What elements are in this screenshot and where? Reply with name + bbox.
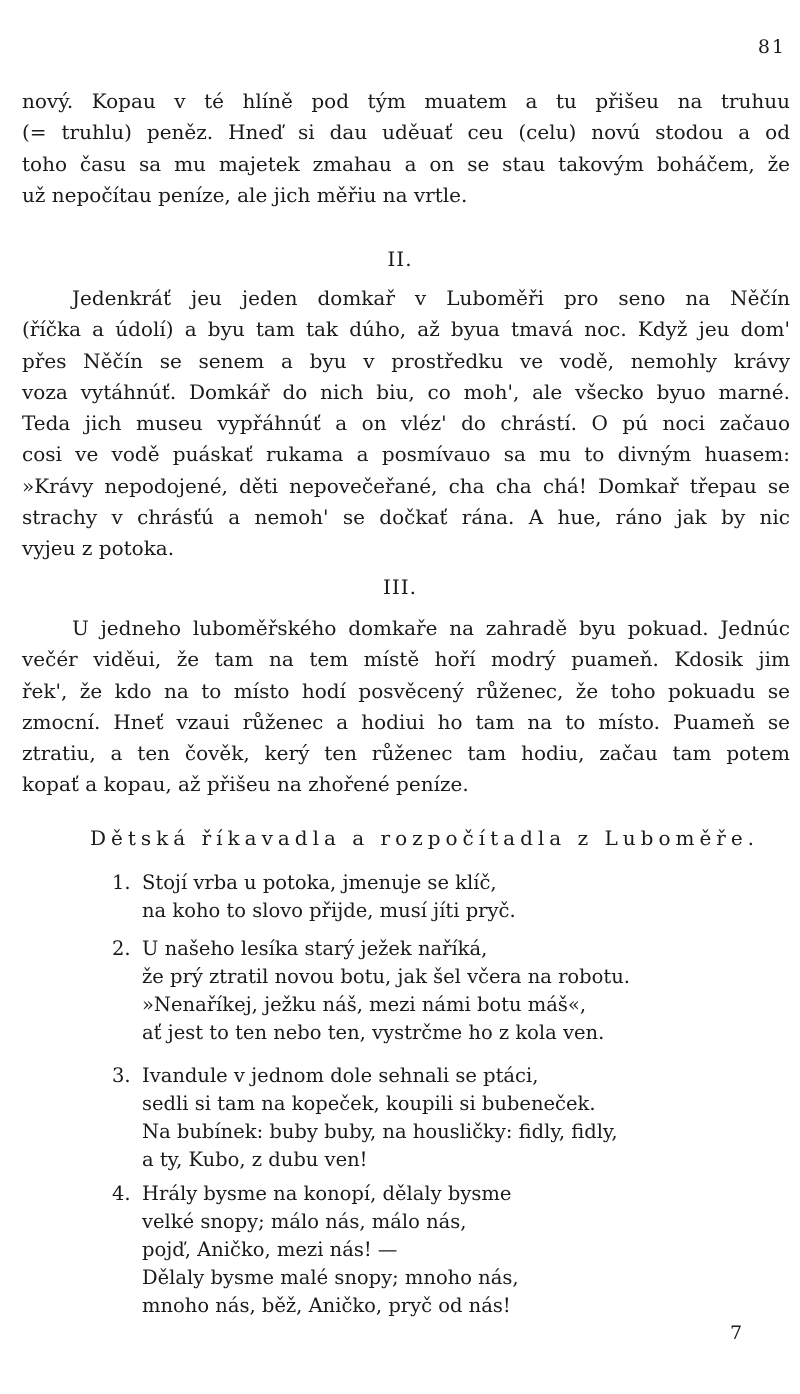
rhyme-line: Hrály bysme na konopí, dělaly bysme: [142, 1182, 512, 1205]
text-line: »Krávy nepodojené, děti nepovečeřané, cha cha chá! Domkař třepau se: [22, 473, 790, 498]
text-line: toho času sa mu majetek zmahau a on se stau takovým boháčem, že: [22, 151, 790, 176]
text-line: kopať a kopau, až přišeu na zhořené peníze.: [22, 772, 469, 797]
paragraph-2: [22, 283, 790, 565]
rhyme-4: [112, 1180, 519, 1320]
rhyme-number: 2.: [112, 937, 131, 960]
rhyme-number: 3.: [112, 1064, 131, 1087]
rhyme-line: pojď, Aničko, mezi nás! —: [142, 1238, 398, 1261]
paragraph-1: [22, 86, 790, 211]
rhyme-number: 4.: [112, 1182, 131, 1205]
rhyme-2: [112, 935, 630, 1047]
rhyme-line: U našeho lesíka starý ježek naříká,: [142, 937, 488, 960]
rhymes-section-title: Dětská říkavadla a rozpočítadla z Luboměře.: [90, 826, 760, 850]
text-line: nový. Kopau v té hlíně pod tým muatem a tu přišeu na truhuu: [22, 89, 790, 113]
text-line: zmocní. Hneť vzaui růženec a hodiui ho tam na to místo. Puameň se: [22, 709, 790, 734]
text-line: už nepočítau peníze, ale jich měřiu na vrtle.: [22, 182, 468, 207]
rhyme-line: »Nenaříkej, ježku náš, mezi námi botu máš«,: [142, 993, 587, 1016]
rhyme-line: na koho to slovo přijde, musí jíti pryč.: [142, 899, 516, 922]
rhyme-line: Ivandule v jednom dole sehnali se ptáci,: [142, 1064, 539, 1087]
section-heading-3: III.: [382, 575, 418, 599]
rhyme-3: [112, 1062, 618, 1174]
rhyme-line: Stojí vrba u potoka, jmenuje se klíč,: [142, 871, 497, 894]
paragraph-3: [22, 613, 790, 801]
page-number: 81: [757, 36, 786, 58]
text-line: Teda jich museu vypřáhnúť a on vléz' do chrástí. O pú noci začauo: [22, 411, 790, 436]
text-line: přes Něčín se senem a byu v prostředku ve vodě, nemohly krávy: [22, 348, 790, 373]
text-line: strachy v chrásťú a nemoh' se dočkať rána. A hue, ráno jak by nic: [22, 505, 790, 530]
text-line: Jedenkráť jeu jeden domkař v Luboměři pro seno na Něčín: [72, 286, 790, 310]
text-line: večér viděui, že tam na tem místě hoří modrý puameň. Kdosik jim: [22, 647, 790, 672]
rhyme-1: [112, 869, 516, 925]
rhyme-line: mnoho nás, běž, Aničko, pryč od nás!: [142, 1294, 511, 1317]
rhyme-line: a ty, Kubo, z dubu ven!: [142, 1148, 368, 1171]
rhyme-line: Dělaly bysme malé snopy; mnoho nás,: [142, 1266, 519, 1289]
text-line: U jedneho luboměřského domkaře na zahradě byu pokuad. Jednúc: [72, 616, 790, 640]
rhyme-line: sedli si tam na kopeček, koupili si bubeneček.: [142, 1092, 596, 1115]
rhyme-number: 1.: [112, 871, 131, 894]
text-line: (= truhlu) peněz. Hneď si dau uděuať ceu (celu) novú stodou a od: [22, 120, 790, 145]
rhyme-line: Na bubínek: buby buby, na housličky: fidly, fidly,: [142, 1120, 618, 1143]
text-line: řek', že kdo na to místo hodí posvěcený růženec, že toho pokuadu se: [22, 678, 790, 703]
text-line: voza vytáhnúť. Domkář do nich biu, co moh', ale všecko byuo marné.: [22, 379, 790, 404]
text-line: vyjeu z potoka.: [22, 536, 175, 561]
signature-mark: 7: [730, 1322, 743, 1344]
rhyme-line: ať jest to ten nebo ten, vystrčme ho z kola ven.: [142, 1021, 605, 1044]
text-line: ztratiu, a ten čověk, kerý ten růženec tam hodiu, začau tam potem: [22, 741, 790, 766]
text-line: (říčka a údolí) a byu tam tak dúho, až byua tmavá noc. Když jeu dom': [22, 317, 790, 342]
rhyme-line: velké snopy; málo nás, málo nás,: [142, 1210, 467, 1233]
rhyme-line: že prý ztratil novou botu, jak šel včera na robotu.: [142, 965, 630, 988]
text-line: cosi ve vodě puáskať rukama a posmívauo sa mu to divným huasem:: [22, 442, 790, 467]
section-heading-2: II.: [387, 247, 413, 271]
